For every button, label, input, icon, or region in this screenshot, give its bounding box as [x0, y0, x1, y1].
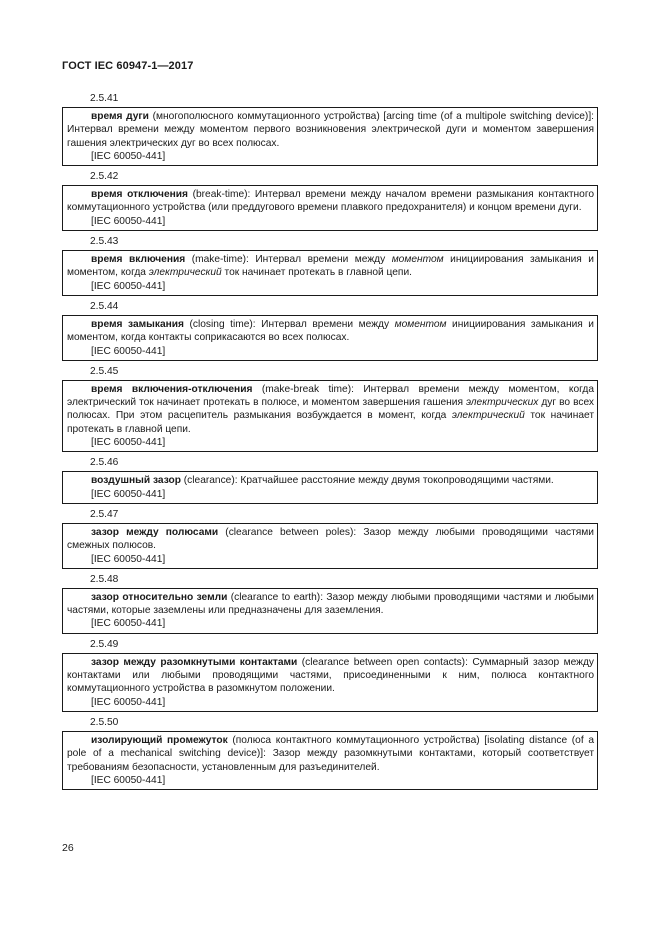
term-definition-box	[62, 731, 598, 790]
term-name: зазор относительно земли	[91, 591, 228, 603]
definition-fragment: (clearance between poles): Зазор между любыми проводящими частями смежных полюсов.	[67, 526, 594, 552]
term-number: 2.5.44	[90, 300, 119, 312]
term-number: 2.5.45	[90, 365, 119, 377]
definition-fragment: ток начинает протекать в главной цепи.	[221, 267, 412, 279]
term-name: время включения-отключения	[91, 383, 253, 395]
term-name: зазор между разомкнутыми контактами	[91, 656, 298, 668]
definition-text	[67, 253, 594, 280]
term-definition-box	[62, 653, 598, 712]
term-name: время замыкания	[91, 318, 184, 330]
source-reference: [IEC 60050-441]	[91, 553, 166, 565]
definition-text	[67, 318, 594, 345]
term-number: 2.5.49	[90, 638, 119, 650]
term-name: воздушный зазор	[91, 475, 181, 487]
italic-fragment: электрический	[148, 267, 222, 279]
source-reference: [IEC 60050-441]	[91, 488, 166, 500]
source-reference: [IEC 60050-441]	[91, 696, 166, 708]
definition-text	[67, 110, 594, 150]
definition-fragment: ток начинает протекать в главной цепи.	[67, 410, 594, 435]
definition-text	[67, 591, 594, 618]
definition-fragment: (clearance): Кратчайшее расстояние между двумя токопроводящими частями.	[180, 475, 554, 487]
definition-fragment: инициирования замыкания и моментом, когда контакты соприкасаются во всех полюсах.	[67, 318, 594, 344]
term-definition-box	[62, 250, 598, 296]
definition-fragment: (closing time): Интервал времени между	[183, 318, 395, 330]
term-definition-box	[62, 380, 598, 452]
term-definition-box	[62, 471, 598, 504]
term-definition-box	[62, 107, 598, 166]
term-name: время дуги	[91, 111, 149, 122]
definition-text	[67, 188, 594, 215]
term-number: 2.5.46	[90, 457, 119, 469]
terms-list	[62, 91, 598, 793]
source-reference: [IEC 60050-441]	[91, 280, 166, 292]
term-number: 2.5.41	[90, 93, 119, 104]
italic-fragment: электрический	[451, 410, 525, 422]
source-reference: [IEC 60050-441]	[91, 618, 166, 630]
definition-fragment: (clearance to earth): Зазор между любыми проводящими частями и любыми частями, которые заземлены или предназначены для заземления.	[67, 591, 595, 617]
term-definition-box	[62, 315, 598, 361]
document-header: ГОСТ IEC 60947-1—2017	[62, 60, 194, 72]
definition-text	[67, 474, 594, 487]
definition-fragment: (clearance between open contacts): Суммарный зазор между контактами или любыми проводящими частями, присоединенными к ним, полюса контактного коммутационного устройства в разомкнутом положении.	[67, 656, 594, 695]
term-definition-box	[62, 523, 598, 569]
source-reference: [IEC 60050-441]	[91, 437, 166, 449]
definition-fragment: (make-break time): Интервал времени между моментом, когда электрический ток начинает протекать в полюсе, и моментом завершения гашения	[67, 383, 595, 409]
term-number: 2.5.47	[90, 508, 119, 520]
definition-fragment: (make-time): Интервал времени между	[185, 254, 392, 266]
term-number: 2.5.42	[90, 171, 119, 183]
term-number: 2.5.48	[90, 573, 119, 585]
italic-fragment: электрических	[466, 397, 539, 409]
term-name: зазор между полюсами	[91, 526, 219, 538]
page-number: 26	[62, 842, 74, 854]
term-name: время отключения	[91, 189, 188, 201]
definition-fragment: инициирования замыкания и моментом, когда	[67, 254, 594, 279]
source-reference: [IEC 60050-441]	[91, 345, 166, 357]
definition-fragment: (break-time): Интервал времени между началом времени размыкания контактного коммутационного устройства (или преддугового времени плавкого предохранителя) и концом времени дуги.	[67, 189, 595, 214]
definition-fragment: (полюса контактного коммутационного устройства) [isolating distance (of a pole of a mechanical switching device)]: Зазор между разомкнутыми контактами, который соответствует требованиям безопасности, установленным для разъединителей.	[67, 734, 594, 773]
italic-fragment: моментом	[394, 318, 447, 330]
term-number: 2.5.50	[90, 716, 119, 728]
term-name: время включения	[91, 254, 186, 266]
definition-text	[67, 656, 594, 696]
italic-fragment: моментом	[391, 254, 444, 266]
term-definition-box	[62, 588, 598, 634]
definition-fragment: дуг во всех полюсах. При этом расцепитель размыкания возбуждается в момент, когда	[67, 397, 594, 422]
definition-text	[67, 526, 594, 553]
source-reference: [IEC 60050-441]	[91, 215, 166, 227]
definition-text	[67, 734, 594, 774]
term-name: изолирующий промежуток	[91, 734, 228, 746]
term-definition-box	[62, 185, 598, 231]
term-number: 2.5.43	[90, 236, 119, 248]
definition-fragment: (многополюсного коммутационного устройства) [arcing time (of a multipole switching device)]: Интервал времени между моментом первого возникновения электрической дуги и моментом завершения гашения электрических дуг во всех полюсах.	[67, 111, 594, 149]
source-reference: [IEC 60050-441]	[91, 774, 166, 786]
definition-text	[67, 383, 594, 436]
source-reference: [IEC 60050-441]	[91, 150, 166, 162]
